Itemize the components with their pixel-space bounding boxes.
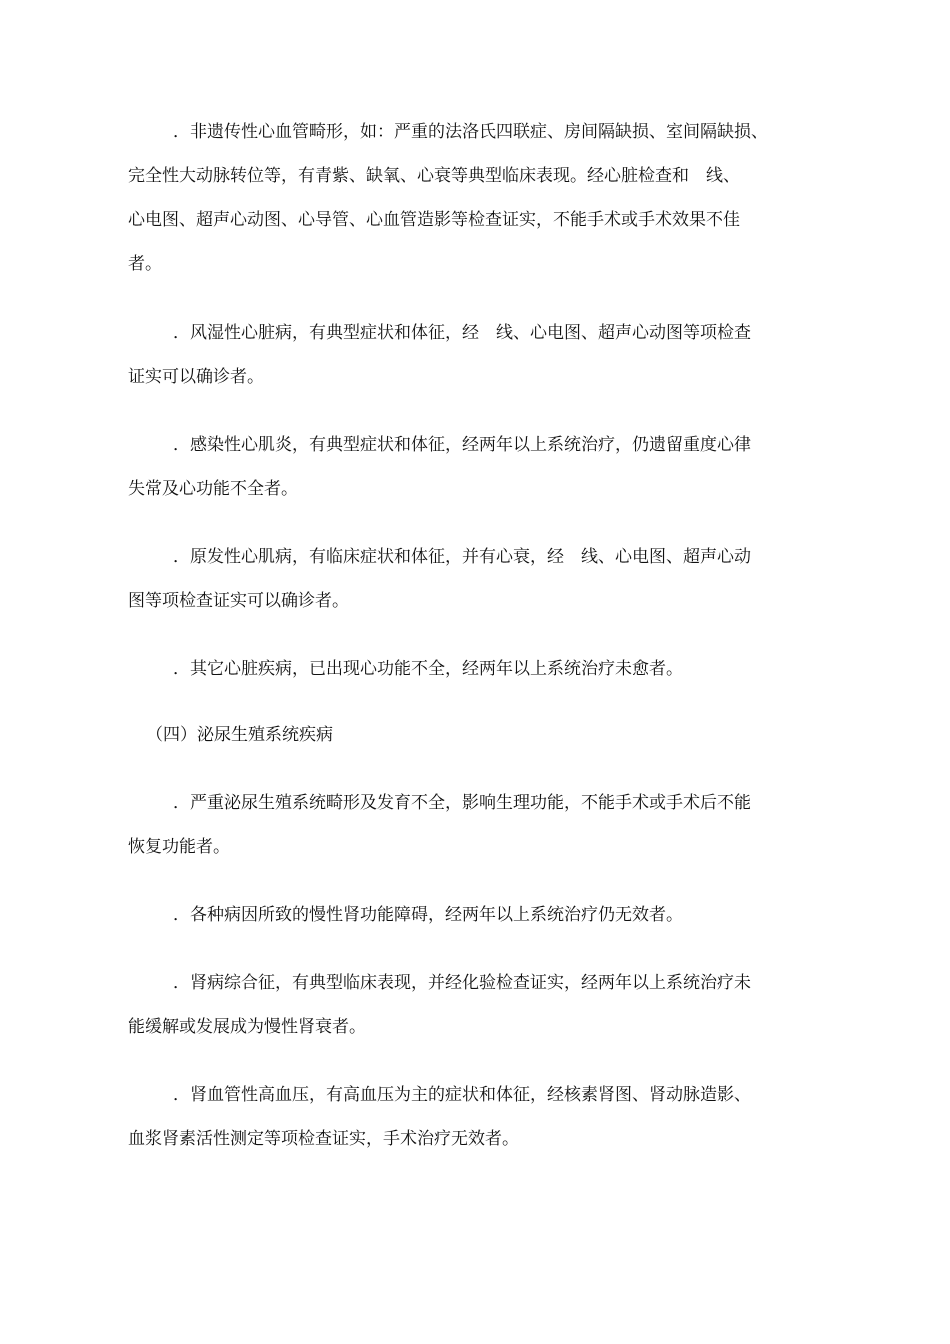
paragraph-renovascular-hypertension [128, 1073, 828, 1161]
text-line: 能缓解或发展成为慢性肾衰者。 [128, 1017, 366, 1037]
text-line: 完全性大动脉转位等，有青紫、缺氧、心衰等典型临床表现。经心脏检查和 线、 [128, 166, 740, 186]
text-line: 血浆肾素活性测定等项检查证实，手术治疗无效者。 [128, 1129, 519, 1149]
text-line: 心电图、超声心动图、心导管、心血管造影等检查证实，不能手术或手术效果不佳 [128, 210, 740, 230]
text-line: ．原发性心肌病，有临床症状和体征，并有心衰，经 线、心电图、超声心动 [173, 547, 751, 567]
text-line: ．肾病综合征，有典型临床表现，并经化验检查证实，经两年以上系统治疗未 [173, 973, 751, 993]
paragraph-myocarditis [128, 423, 828, 511]
text-line: 失常及心功能不全者。 [128, 479, 298, 499]
text-line: ．风湿性心脏病，有典型症状和体征，经 线、心电图、超声心动图等项检查 [173, 323, 751, 343]
paragraph-congenital-heart [128, 110, 828, 286]
text-line: 恢复功能者。 [128, 837, 230, 857]
paragraph-cardiomyopathy [128, 535, 828, 623]
paragraph-other-heart [128, 647, 828, 691]
text-line: ．感染性心肌炎，有典型症状和体征，经两年以上系统治疗，仍遗留重度心律 [173, 435, 751, 455]
paragraph-nephrotic-syndrome [128, 961, 828, 1049]
text-line: ．各种病因所致的慢性肾功能障碍，经两年以上系统治疗仍无效者。 [173, 905, 683, 925]
text-line: ．非遗传性心血管畸形，如：严重的法洛氏四联症、房间隔缺损、室间隔缺损、 [173, 122, 768, 142]
paragraph-rheumatic-heart [128, 311, 828, 399]
text-line: 者。 [128, 254, 162, 274]
text-line: 证实可以确诊者。 [128, 367, 264, 387]
section-heading: （四）泌尿生殖系统疾病 [146, 725, 333, 745]
text-line: ．肾血管性高血压，有高血压为主的症状和体征，经核素肾图、肾动脉造影、 [173, 1085, 751, 1105]
text-line: ．严重泌尿生殖系统畸形及发育不全，影响生理功能，不能手术或手术后不能 [173, 793, 751, 813]
text-line: ．其它心脏疾病，已出现心功能不全，经两年以上系统治疗未愈者。 [173, 659, 683, 679]
paragraph-chronic-renal [128, 893, 828, 937]
text-line: 图等项检查证实可以确诊者。 [128, 591, 349, 611]
paragraph-urogenital-malformation [128, 781, 828, 869]
section-heading-urogenital [128, 713, 828, 757]
